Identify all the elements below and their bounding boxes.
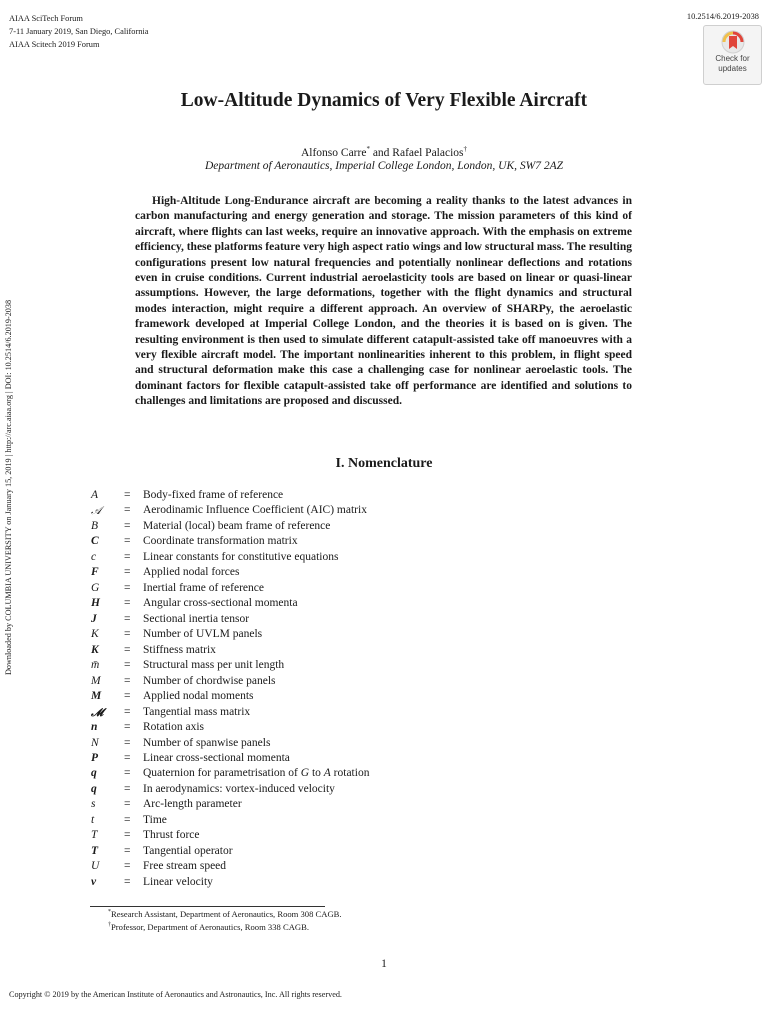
nomenclature-row: [90, 565, 490, 580]
equals-sign: =: [124, 782, 131, 795]
footnote-professor: [108, 922, 309, 932]
nomenclature-row: [90, 859, 490, 874]
nomenclature-symbol: T: [91, 829, 98, 842]
nomenclature-symbol: v: [91, 875, 97, 888]
nomenclature-description: In aerodynamics: vortex-induced velocity: [143, 782, 335, 795]
nomenclature-row: [90, 828, 490, 843]
description-text: Quaternion for parametrisation of: [143, 767, 301, 780]
nomenclature-symbol: M: [91, 690, 102, 703]
nomenclature-symbol: s: [91, 798, 96, 811]
nomenclature-symbol: 𝒜: [91, 504, 102, 518]
nomenclature-symbol: N: [91, 736, 99, 749]
nomenclature-description: Free stream speed: [143, 860, 227, 873]
nomenclature-row: [90, 720, 490, 735]
equals-sign: =: [124, 535, 131, 548]
nomenclature-row: [90, 751, 490, 766]
nomenclature-row: [90, 643, 490, 658]
nomenclature-symbol: t: [91, 813, 95, 826]
equals-sign: =: [124, 581, 131, 594]
nomenclature-description: Number of chordwise panels: [143, 674, 276, 687]
affiliation: Department of Aeronautics, Imperial College London, London, UK, SW7 2AZ: [204, 160, 564, 172]
nomenclature-description: Applied nodal forces: [143, 566, 240, 579]
download-sidebar: Downloaded by COLUMBIA UNIVERSITY on January 15, 2019 | http://arc.aiaa.org | DOI: 10.2514/6.2019-2038: [4, 299, 13, 675]
equals-sign: =: [124, 674, 131, 687]
nomenclature-symbol: A: [91, 489, 99, 501]
equals-sign: =: [124, 829, 131, 842]
footnote-mark: †: [108, 922, 111, 929]
nomenclature-description: Linear constants for constitutive equations: [143, 550, 339, 563]
nomenclature-description: Aerodinamic Influence Coefficient (AIC) matrix: [143, 504, 367, 517]
nomenclature-row: [90, 689, 490, 704]
equals-sign: =: [124, 643, 131, 656]
nomenclature-symbol: H: [91, 597, 100, 610]
nomenclature-symbol: J: [91, 612, 97, 625]
frame-symbol-g: G: [300, 767, 310, 780]
nomenclature-row: [90, 797, 490, 812]
nomenclature-row: [90, 875, 490, 890]
nomenclature-symbol: K: [91, 628, 99, 641]
nomenclature-symbol: K: [91, 643, 99, 656]
nomenclature-description: Body-fixed frame of reference: [143, 489, 284, 501]
equals-sign: =: [124, 519, 131, 532]
equals-sign: =: [124, 767, 131, 780]
equals-sign: =: [124, 736, 131, 749]
nomenclature-row: [90, 766, 490, 781]
nomenclature-list: [90, 488, 490, 890]
author-carre: Alfonso Carre: [300, 146, 367, 159]
bookmark-ribbon-icon: [721, 30, 745, 54]
nomenclature-symbol: F: [91, 566, 99, 579]
frame-symbol-a: A: [323, 767, 331, 780]
nomenclature-row: [90, 736, 490, 751]
paper-title: Low-Altitude Dynamics of Very Flexible Aircraft: [180, 90, 588, 111]
nomenclature-row: [90, 581, 490, 596]
equals-sign: =: [124, 550, 131, 563]
nomenclature-symbol: q: [91, 767, 97, 780]
author-palacios-mark: †: [463, 145, 468, 153]
nomenclature-row: [90, 813, 490, 828]
footnote-text: Research Assistant, Department of Aeronautics, Room 308 CAGB.: [111, 909, 342, 919]
nomenclature-description: Coordinate transformation matrix: [143, 535, 298, 548]
nomenclature-symbol: U: [91, 860, 100, 873]
nomenclature-description: Linear velocity: [143, 875, 213, 888]
nomenclature-description: Applied nodal moments: [143, 690, 254, 703]
equals-sign: =: [124, 489, 131, 501]
nomenclature-row: [90, 612, 490, 627]
description-text: rotation: [330, 767, 370, 780]
equals-sign: =: [124, 659, 131, 672]
description-text: to: [309, 767, 324, 780]
conference-name: AIAA SciTech Forum: [9, 14, 83, 23]
nomenclature-symbol: C: [91, 535, 99, 548]
equals-sign: =: [124, 844, 131, 857]
abstract: High-Altitude Long-Endurance aircraft are becoming a reality thanks to the latest advances in carbon manufacturing and energy generation and storage. The mission parameters of this kind of aircraft, where flights can last weeks, require an innovative approach. With the emphasis on extreme efficiency, these platforms feature very high aspect ratio wings and low structural mass. The resulting configurations present low natural frequencies and potentially nonlinear deflections and rotations even in cruise conditions. Current industrial aeroelasticity tools are based on linear or quasi-linear assumptions. However, the large deformations, together with the flight dynamics and structural modes interaction, might require a different approach. An overview of SHARPy, the aeroelastic framework developed at Imperial College London, and the theories it is based on is given. The resulting environment is then used to simulate different catapult-assisted take off manoeuvres with a very flexible aircraft model. The important nonlinearities inherent to this problem, in flight speed and structural deformation make this case a challenging case for nonlinear aeroelastic tools. The dominant factors for flexible catapult-assisted take off performance are identified and solutions to challenges and limitations are proposed and discussed.: [135, 195, 633, 408]
equals-sign: =: [124, 875, 131, 888]
check-for-updates-button[interactable]: [703, 25, 762, 85]
equals-sign: =: [124, 705, 131, 718]
nomenclature-row: [90, 658, 490, 673]
nomenclature-symbol: B: [91, 519, 99, 532]
author-carre-mark: *: [366, 145, 370, 153]
nomenclature-row: [90, 705, 490, 720]
author-line: [0, 145, 768, 159]
author-connector: and: [369, 146, 393, 159]
nomenclature-symbol: P: [91, 751, 99, 764]
nomenclature-row: [90, 519, 490, 534]
equals-sign: =: [124, 597, 131, 610]
equals-sign: =: [124, 690, 131, 703]
check-for-updates-line2: updates: [718, 63, 747, 73]
nomenclature-row: [90, 596, 490, 611]
conference-dates: 7-11 January 2019, San Diego, California: [9, 27, 149, 36]
nomenclature-row: [90, 844, 490, 859]
section-heading-nomenclature: I. Nomenclature: [335, 456, 433, 471]
nomenclature-description: Material (local) beam frame of reference: [143, 519, 331, 532]
author-palacios: Rafael Palacios: [392, 146, 464, 159]
nomenclature-row: [90, 488, 490, 503]
conference-forum: AIAA Scitech 2019 Forum: [9, 40, 100, 49]
page-number: 1: [381, 958, 387, 970]
nomenclature-symbol: n: [91, 721, 98, 734]
equals-sign: =: [124, 612, 131, 625]
equals-sign: =: [124, 628, 131, 641]
footnote-mark: *: [108, 909, 111, 916]
nomenclature-description: Linear cross-sectional momenta: [143, 751, 290, 764]
doi-label[interactable]: 10.2514/6.2019-2038: [686, 12, 759, 21]
nomenclature-row: [90, 550, 490, 565]
nomenclature-description: Thrust force: [143, 829, 200, 842]
equals-sign: =: [124, 798, 131, 811]
nomenclature-row: [90, 674, 490, 689]
nomenclature-symbol: q: [91, 782, 97, 795]
nomenclature-symbol: T: [91, 844, 99, 857]
nomenclature-description: Structural mass per unit length: [143, 659, 285, 672]
nomenclature-row: [90, 782, 490, 797]
nomenclature-symbol: m̄: [91, 659, 100, 672]
equals-sign: =: [124, 860, 131, 873]
nomenclature-symbol: G: [91, 581, 100, 594]
equals-sign: =: [124, 504, 131, 517]
nomenclature-description: Time: [143, 813, 167, 826]
equals-sign: =: [124, 721, 131, 734]
equals-sign: =: [124, 813, 131, 826]
nomenclature-description: Sectional inertia tensor: [143, 612, 250, 625]
nomenclature-row: [90, 503, 490, 518]
equals-sign: =: [124, 751, 131, 764]
nomenclature-row: [90, 534, 490, 549]
nomenclature-description: Angular cross-sectional momenta: [143, 597, 298, 610]
nomenclature-description: [143, 766, 369, 781]
nomenclature-description: Tangential mass matrix: [143, 705, 251, 718]
nomenclature-description: Rotation axis: [143, 721, 205, 734]
check-for-updates-line1: Check for: [715, 54, 750, 63]
nomenclature-description: Tangential operator: [143, 844, 233, 857]
nomenclature-description: Arc-length parameter: [143, 798, 242, 811]
footnote-text: Professor, Department of Aeronautics, Room 338 CAGB.: [111, 922, 309, 932]
nomenclature-symbol: M: [91, 674, 101, 687]
equals-sign: =: [124, 566, 131, 579]
conference-header: [9, 12, 148, 51]
footnote-research-assistant: [108, 909, 342, 919]
nomenclature-row: [90, 627, 490, 642]
nomenclature-symbol: c: [91, 550, 97, 563]
nomenclature-description: Number of spanwise panels: [143, 736, 271, 749]
nomenclature-description: Inertial frame of reference: [143, 581, 264, 594]
nomenclature-description: Number of UVLM panels: [143, 628, 263, 641]
nomenclature-description: Stiffness matrix: [143, 643, 216, 656]
nomenclature-symbol: 𝓜: [91, 705, 104, 719]
copyright-notice: Copyright © 2019 by the American Institute of Aeronautics and Astronautics, Inc. All rights reserved.: [9, 990, 342, 999]
footnote-rule: [90, 906, 325, 907]
